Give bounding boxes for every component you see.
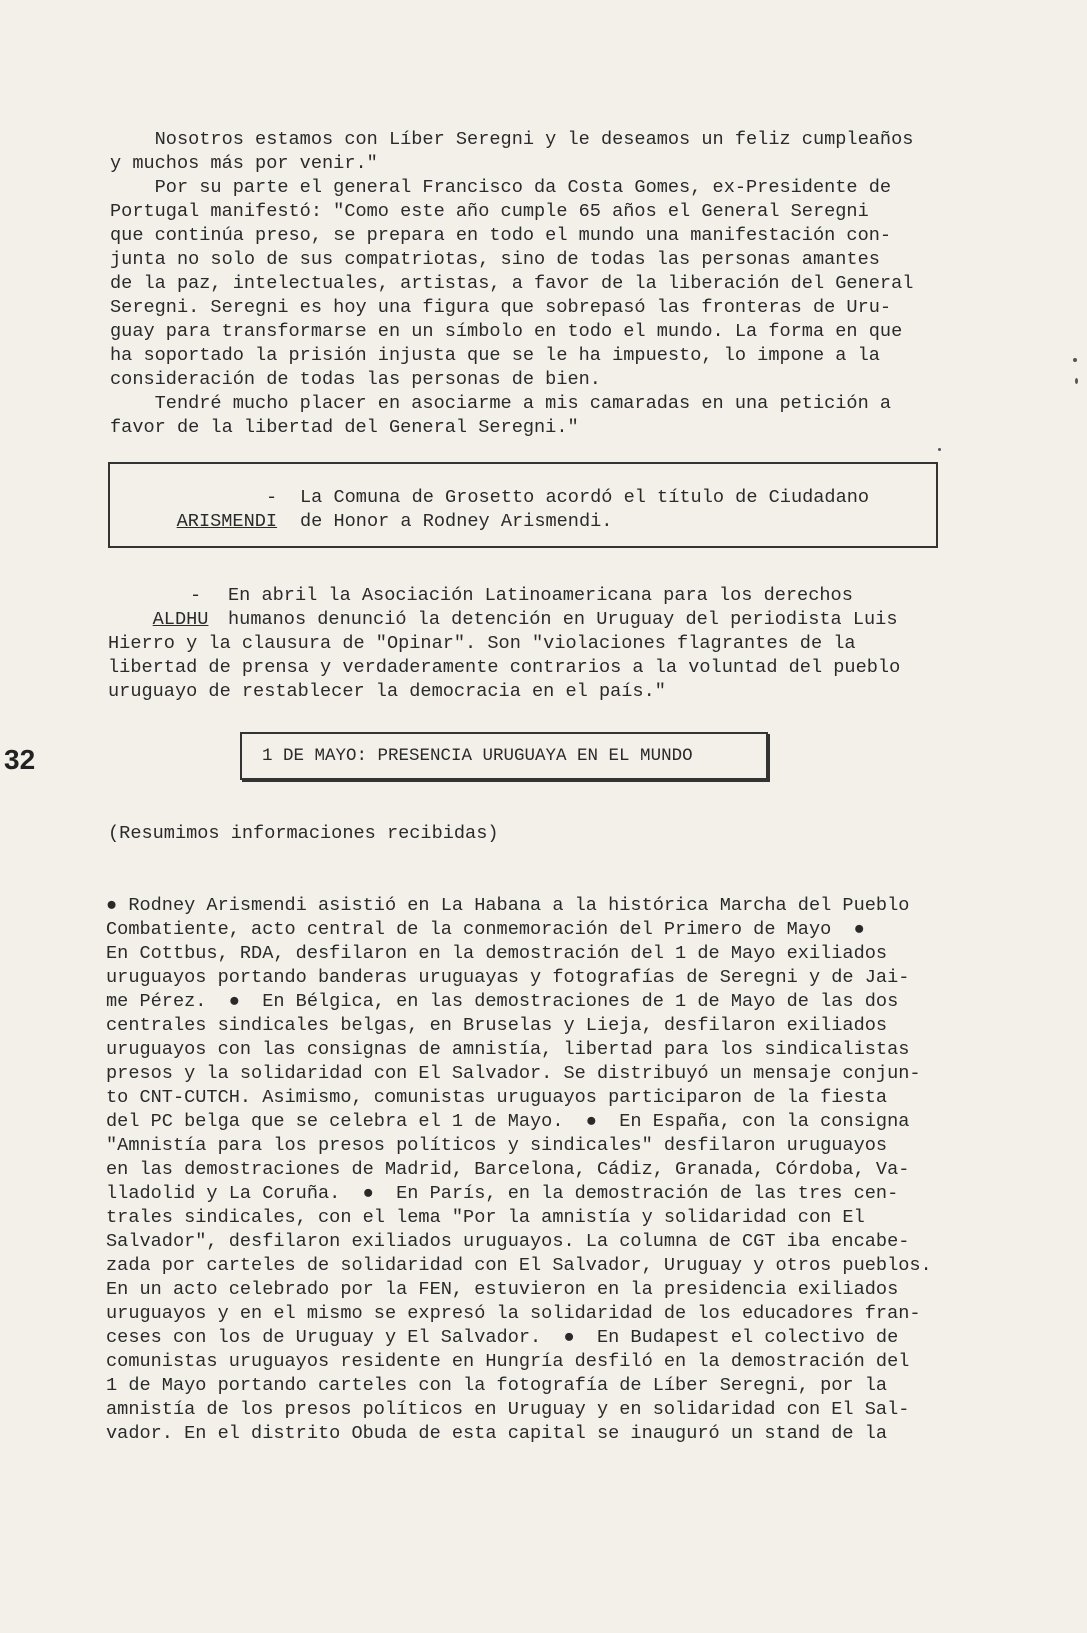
arismendi-text-line: de Honor a Rodney Arismendi. (300, 511, 613, 532)
text-line: presos y la solidaridad con El Salvador. Se distribuyó un mensaje conjun- (106, 1063, 921, 1084)
text-line: consideración de todas las personas de bien. (110, 369, 601, 390)
summary-note: (Resumimos informaciones recibidas) (108, 823, 499, 844)
text-line: Hierro y la clausura de "Opinar". Son "violaciones flagrantes de la (108, 633, 856, 654)
scan-speck (938, 448, 941, 451)
text-line: uruguayos y en el mismo se expresó la solidaridad de los educadores fran- (106, 1303, 921, 1324)
text-line: ● Rodney Arismendi asistió en La Habana a la histórica Marcha del Pueblo (106, 895, 910, 916)
text-line: en las demostraciones de Madrid, Barcelona, Cádiz, Granada, Córdoba, Va- (106, 1159, 910, 1180)
text-line: En un acto celebrado por la FEN, estuvieron en la presidencia exiliados (106, 1279, 899, 1300)
text-line: amnistía de los presos políticos en Uruguay y en solidaridad con El Sal- (106, 1399, 910, 1420)
text-line: Combatiente, acto central de la conmemoración del Primero de Mayo ● (106, 919, 865, 940)
text-line: Nosotros estamos con Líber Seregni y le deseamos un feliz cumpleaños (110, 129, 914, 150)
arismendi-box (108, 462, 938, 548)
text-line: Tendré mucho placer en asociarme a mis camaradas en una petición a (110, 393, 892, 414)
text-line: libertad de prensa y verdaderamente contrarios a la voluntad del pueblo (108, 657, 901, 678)
scan-speck (1073, 358, 1077, 362)
arismendi-text-line: La Comuna de Grosetto acordó el título de Ciudadano (300, 487, 870, 508)
text-line: uruguayos portando banderas uruguayas y fotografías de Seregni y de Jai- (106, 967, 910, 988)
section-title: 1 DE MAYO: PRESENCIA URUGUAYA EN EL MUNDO (262, 746, 693, 766)
text-line: humanos denunció la detención en Uruguay del periodista Luis (228, 609, 898, 630)
aldhu-label: ALDHU (152, 609, 209, 630)
text-line: Por su parte el general Francisco da Costa Gomes, ex-Presidente de (110, 177, 892, 198)
scan-speck (1075, 378, 1078, 384)
aldhu-dash: - (190, 585, 202, 606)
text-line: trales sindicales, con el lema "Por la amnistía y solidaridad con El (106, 1207, 865, 1228)
text-line: y muchos más por venir." (110, 153, 378, 174)
text-line: me Pérez. ● En Bélgica, en las demostraciones de 1 de Mayo de las dos (106, 991, 899, 1012)
page-number: 32 (4, 744, 36, 775)
text-line: junta no solo de sus compatriotas, sino de todas las personas amantes (110, 249, 880, 270)
text-line: En abril la Asociación Latinoamericana para los derechos (228, 585, 853, 606)
arismendi-label: ARISMENDI (176, 511, 278, 532)
text-line: "Amnistía para los presos políticos y sindicales" desfilaron uruguayos (106, 1135, 888, 1156)
text-line: Seregni. Seregni es hoy una figura que sobrepasó las fronteras de Uru- (110, 297, 892, 318)
text-line: de la paz, intelectuales, artistas, a favor de la liberación del General (110, 273, 914, 294)
text-line: comunistas uruguayos residente en Hungría desfiló en la demostración del (106, 1351, 910, 1372)
text-line: uruguayo de restablecer la democracia en el país." (108, 681, 666, 702)
text-line: 1 de Mayo portando carteles con la fotografía de Líber Seregni, por la (106, 1375, 888, 1396)
text-line: Salvador", desfilaron exiliados uruguayos. La columna de CGT iba encabe- (106, 1231, 910, 1252)
text-line: to CNT-CUTCH. Asimismo, comunistas uruguayos participaron de la fiesta (106, 1087, 888, 1108)
text-line: favor de la libertad del General Seregni." (110, 417, 579, 438)
text-line: ceses con los de Uruguay y El Salvador. ● En Budapest el colectivo de (106, 1327, 899, 1348)
text-line: centrales sindicales belgas, en Bruselas y Lieja, desfilaron exiliados (106, 1015, 888, 1036)
text-line: guay para transformarse en un símbolo en todo el mundo. La forma en que (110, 321, 903, 342)
text-line: ha soportado la prisión injusta que se le ha impuesto, lo impone a la (110, 345, 880, 366)
text-line: vador. En el distrito Obuda de esta capital se inauguró un stand de la (106, 1423, 888, 1444)
text-line: En Cottbus, RDA, desfilaron en la demostración del 1 de Mayo exiliados (106, 943, 888, 964)
text-line: uruguayos con las consignas de amnistía, libertad para los sindicalistas (106, 1039, 910, 1060)
section-title-box (240, 732, 768, 780)
text-line: del PC belga que se celebra el 1 de Mayo. ● En España, con la consigna (106, 1111, 910, 1132)
text-line: zada por carteles de solidaridad con El Salvador, Uruguay y otros pueblos. (106, 1255, 932, 1276)
text-line: lladolid y La Coruña. ● En París, en la demostración de las tres cen- (106, 1183, 899, 1204)
text-line: que continúa preso, se prepara en todo el mundo una manifestación con- (110, 225, 892, 246)
text-line: Portugal manifestó: "Como este año cumple 65 años el General Seregni (110, 201, 869, 222)
arismendi-dash: - (266, 487, 278, 508)
